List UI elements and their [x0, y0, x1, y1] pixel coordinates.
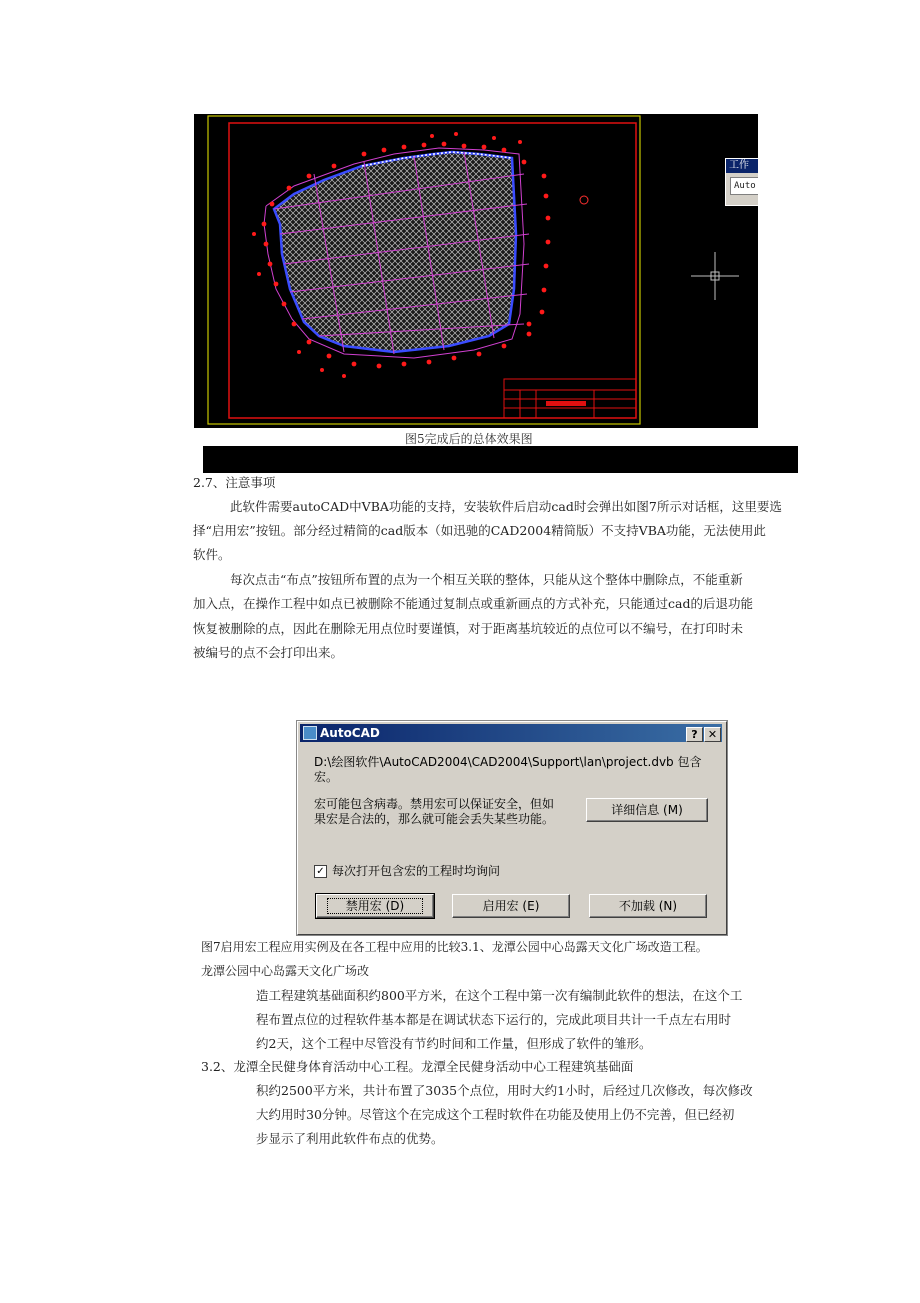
dialog-title: AutoCAD	[320, 726, 380, 740]
macro-path-line2: 宏。	[314, 770, 339, 784]
paragraph-line: 步显示了利用此软件布点的优势。	[256, 1131, 444, 1146]
disable-macros-label: 禁用宏 (D)	[327, 898, 423, 914]
paragraph-line: 每次点击“布点”按钮所布置的点为一个相互关联的整体，只能从这个整体中删除点，不能重新	[230, 572, 743, 587]
paragraph-line: 加入点，在操作工程中如点已被删除不能通过复制点或重新画点的方式补充，只能通过cad的后退功能	[193, 596, 753, 611]
paragraph-line: 程布置点位的过程软件基本都是在调试状态下运行的，完成此项目共计一千点左右用时	[256, 1012, 732, 1027]
paragraph-line: 造工程建筑基础面积约800平方米，在这个工程中第一次有编制此软件的想法，在这个工	[256, 988, 743, 1003]
enable-macros-button[interactable]: 启用宏 (E)	[452, 894, 570, 918]
disable-macros-button[interactable]	[316, 894, 434, 918]
section-3-1-heading-cont: 龙潭公园中心岛露天文化广场改	[201, 964, 370, 978]
details-button[interactable]: 详细信息 (M)	[586, 798, 708, 822]
virus-warning-line1: 宏可能包含病毒。禁用宏可以保证安全，但如	[314, 797, 555, 811]
section-heading-2-7: 2.7、注意事项	[193, 475, 276, 490]
paragraph-line: 此软件需要autoCAD中VBA功能的支持，安装软件后启动cad时会弹出如图7所示对话框，这里要选	[230, 499, 782, 514]
dialog-titlebar[interactable]	[300, 724, 722, 742]
do-not-load-button[interactable]: 不加载 (N)	[589, 894, 707, 918]
black-bar	[203, 446, 798, 473]
autocad-app-icon	[303, 726, 317, 740]
popup-title: 工作	[726, 159, 758, 173]
paragraph-line: 软件。	[193, 547, 231, 562]
paragraph-line: 大约用时30分钟。尽管这个在完成这个工程时软件在功能及使用上仍不完善，但已经初	[256, 1107, 735, 1122]
help-button[interactable]: ?	[686, 727, 703, 742]
cad-toolbar-popup[interactable]	[725, 158, 758, 206]
paragraph-line: 被编号的点不会打印出来。	[193, 645, 344, 660]
popup-field[interactable]: Auto	[730, 177, 758, 195]
cad-drawing	[194, 114, 758, 428]
autocad-macro-dialog	[297, 721, 727, 935]
paragraph-line: 约2天，这个工程中尽管没有节约时间和工作量，但形成了软件的雏形。	[256, 1036, 652, 1051]
north-marker	[580, 196, 588, 204]
close-button[interactable]: ✕	[704, 727, 721, 742]
paragraph-line: 择“启用宏”按钮。部分经过精简的cad版本（如迅驰的CAD2004精简版）不支持VBA功能，无法使用此	[193, 523, 766, 538]
crosshair-cursor	[691, 252, 739, 300]
figure5-caption: 图5完成后的总体效果图	[405, 432, 533, 446]
ask-macro-checkbox[interactable]: ✓	[314, 865, 327, 878]
macro-path-line1: D:\绘图软件\AutoCAD2004\CAD2004\Support\lan\project.dvb 包含	[314, 755, 702, 769]
paragraph-line: 积约2500平方米，共计布置了3035个点位，用时大约1小时，后经过几次修改，每次修改	[256, 1083, 753, 1098]
section-heading-3-2: 3.2、龙潭全民健身体育活动中心工程。龙潭全民健身活动中心工程建筑基础面	[201, 1059, 634, 1074]
virus-warning-line2: 果宏是合法的，那么就可能会丢失某些功能。	[314, 812, 555, 826]
checkbox-label: 每次打开包含宏的工程时均询问	[332, 864, 501, 878]
title-block	[504, 379, 636, 418]
cad-screenshot	[194, 114, 758, 428]
figure7-caption: 图7启用宏工程应用实例及在各工程中应用的比较3.1、龙潭公园中心岛露天文化广场改造工程。	[201, 940, 708, 954]
paragraph-line: 恢复被删除的点，因此在删除无用点位时要谨慎，对于距离基坑较近的点位可以不编号，在打印时未	[193, 621, 744, 636]
